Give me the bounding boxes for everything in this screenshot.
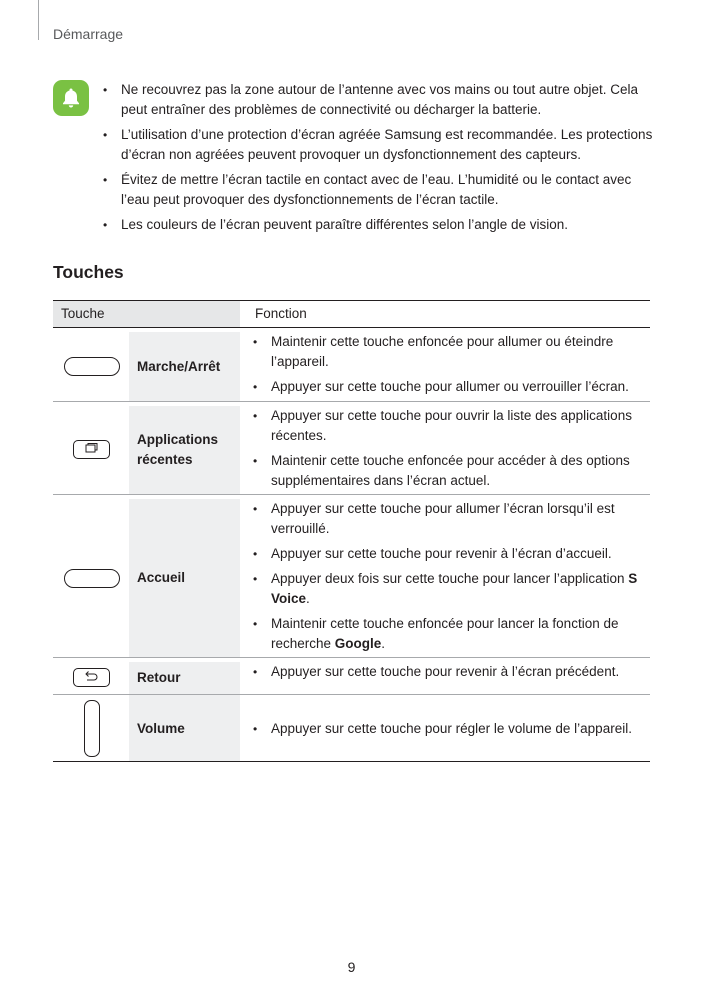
notice-item: • Évitez de mettre l’écran tactile en contact avec de l’eau. L’humidité ou le contact avec l’eau peut provoquer des dysfonctionnements de l’écran tactile.: [103, 172, 632, 207]
bullet: •: [253, 502, 258, 516]
app-name-google: Google: [334, 636, 382, 651]
header-rule: [38, 0, 39, 40]
table-row: [53, 499, 650, 658]
function-list: [53, 499, 650, 654]
header-key: Touche: [53, 301, 240, 327]
bullet: •: [253, 665, 258, 679]
bullet: •: [253, 617, 258, 631]
function-item: • Appuyer sur cette touche pour régler le volume de l’appareil.: [253, 719, 650, 739]
notice-bell-icon: [53, 80, 89, 116]
bullet: •: [103, 83, 108, 97]
function-item: • Maintenir cette touche enfoncée pour lancer la fonction de recherche Google.: [253, 616, 619, 651]
function-list: [53, 662, 650, 682]
function-item: • Appuyer sur cette touche pour allumer ou verrouiller l’écran.: [253, 377, 650, 397]
table-row: [53, 332, 650, 402]
header-section-title: Démarrage: [53, 26, 124, 42]
bullet: •: [253, 572, 258, 586]
function-item: • Appuyer sur cette touche pour revenir à l’écran précédent.: [253, 662, 650, 682]
bullet: •: [103, 128, 108, 142]
function-list: [53, 695, 650, 739]
key-name: Accueil: [137, 570, 186, 585]
bullet: •: [253, 454, 258, 468]
keys-table: [53, 300, 650, 762]
bullet: •: [253, 722, 258, 736]
function-list: [53, 406, 650, 491]
function-item: • Appuyer sur cette touche pour revenir à l’écran d’accueil.: [253, 544, 650, 564]
key-name: Applications récentes: [137, 432, 219, 467]
table-row: [53, 662, 650, 695]
function-item: • Appuyer sur cette touche pour ouvrir la liste des applications récentes.: [253, 408, 632, 443]
page-number: 9: [347, 959, 356, 975]
function-item: • Maintenir cette touche enfoncée pour accéder à des options supplémentaires dans l’écran actuel.: [253, 453, 630, 488]
header-function: Fonction: [255, 306, 307, 321]
notice-item: • Ne recouvrez pas la zone autour de l’antenne avec vos mains ou tout autre objet. Cela peut entraîner des problèmes de connectivité ou décharger la batterie.: [103, 82, 639, 117]
bullet: •: [253, 547, 258, 561]
key-name: Marche/Arrêt: [137, 359, 221, 374]
key-name: Volume: [137, 721, 185, 736]
function-list: [53, 332, 650, 397]
bullet: •: [253, 380, 258, 394]
notice-list: [103, 80, 655, 240]
function-item: • Appuyer deux fois sur cette touche pour lancer l’application S Voice.: [253, 571, 638, 606]
bullet: •: [253, 335, 258, 349]
bullet: •: [103, 218, 108, 232]
app-name-s-voice: S Voice: [271, 571, 638, 606]
table-row: [53, 695, 650, 762]
function-item: • Maintenir cette touche enfoncée pour allumer ou éteindre l’appareil.: [253, 334, 614, 369]
section-title: Touches: [53, 262, 124, 282]
table-header: [53, 300, 650, 328]
key-name: Retour: [137, 670, 181, 685]
function-item: • Appuyer sur cette touche pour allumer l’écran lorsqu’il est verrouillé.: [253, 501, 615, 536]
table-row: [53, 406, 650, 495]
bullet: •: [253, 409, 258, 423]
notice-item: • L’utilisation d’une protection d’écran agréée Samsung est recommandée. Les protections d’écran non agréées peuvent provoquer un dysfonctionnement des capteurs.: [103, 127, 653, 162]
notice-item: • Les couleurs de l’écran peuvent paraître différentes selon l’angle de vision.: [103, 215, 655, 235]
bullet: •: [103, 173, 108, 187]
